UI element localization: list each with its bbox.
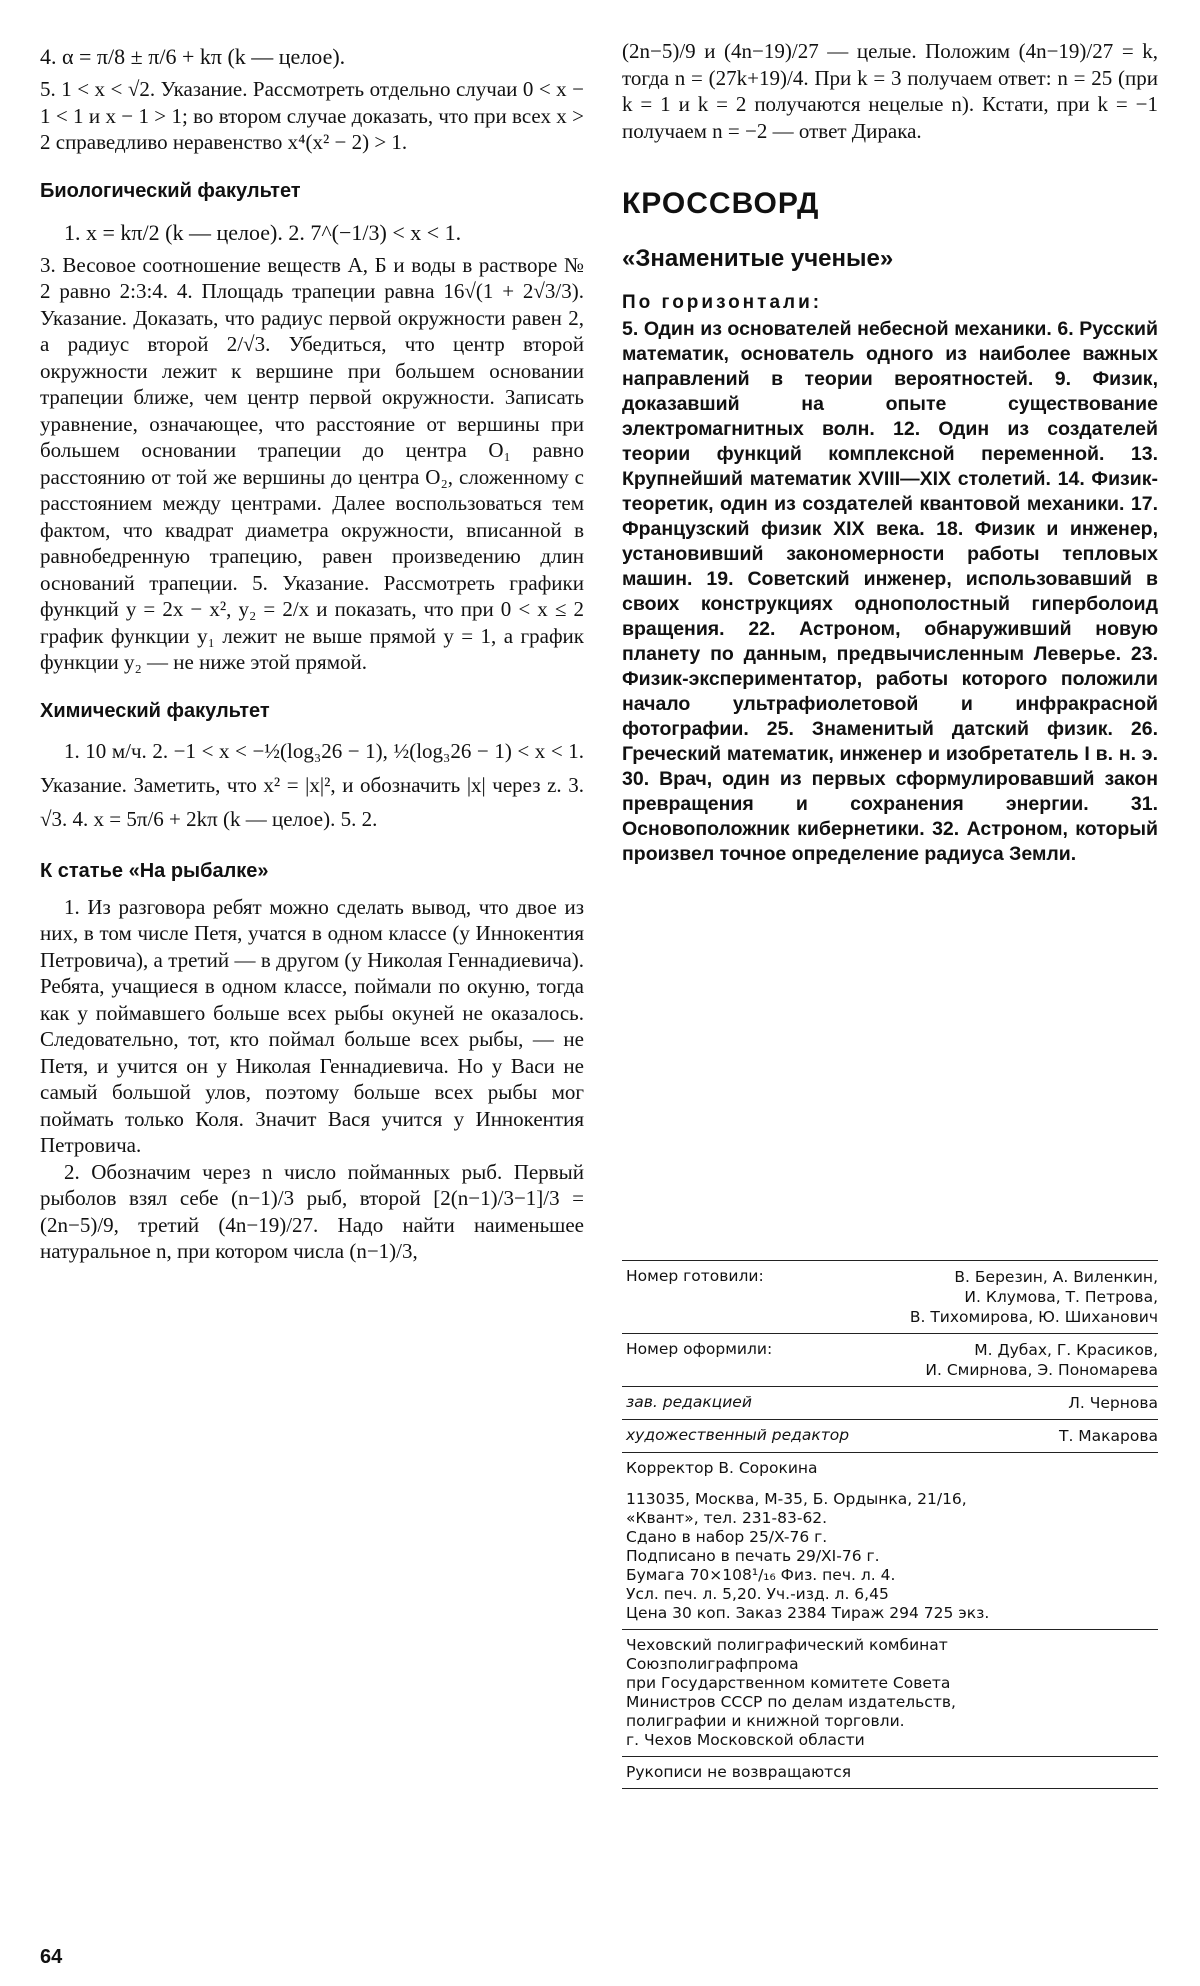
address-block — [622, 1484, 1158, 1629]
printer-line: при Государственном комитете Совета — [626, 1674, 951, 1692]
crossword-horizontal-label: По горизонтали: — [622, 292, 823, 313]
address-line: 113035, Москва, М-35, Б. Ордынка, 21/16, — [626, 1490, 967, 1508]
fishing-p1: 1. Из разговора ребят можно сделать вывод, что двое из них, в том числе Петя, учатся в одном классе (у Иннокентия Петровича), а третий — в другом (у Николая Геннадиевича). Ребята, учащиеся в одном классе, поймали по окуню, тогда как у поймавшего больше всех рыбы окуней не оказалось. Следовательно, тот, кто поймал больше всех рыбы, — не Петя, и учится он у Николая Геннадиевича. Но у Васи не самый большой улов, поэтому больше всех рыбы мог поймать только Коля. Значит Вася учится у Иннокентия Петровича. — [40, 894, 584, 1157]
prepared-name-line: В. Тихомирова, Ю. Шиханович — [909, 1308, 1158, 1326]
art-label: художественный редактор — [626, 1426, 850, 1444]
designed-label: Номер оформили: — [626, 1340, 773, 1358]
prepared-name-line: В. Березин, А. Виленкин, — [954, 1268, 1158, 1286]
crossword-subtitle: «Знаменитые ученые» — [622, 245, 894, 272]
bio-heading: Биологический факультет — [40, 179, 301, 202]
address-line: Бумага 70×108¹/₁₆ Физ. печ. л. 4. — [626, 1566, 896, 1584]
corrector: Корректор В. Сорокина — [626, 1459, 818, 1477]
chem-body: 1. 10 м/ч. 2. −1 < x < −½(log₃26 − 1), ½(log₃26 − 1) < x < 1. Указание. Заметить, что x² = |x|², и обозначить |x| через z. 3. √3. 4. x = 5π/6 + 2kπ (k — целое). 5. 2. — [40, 738, 584, 831]
chief-name: Л. Чернова — [1068, 1394, 1158, 1412]
printer-block — [622, 1630, 1158, 1756]
address-line: Сдано в набор 25/X-76 г. — [626, 1528, 828, 1546]
address-line: «Квант», тел. 231-83-62. — [626, 1509, 828, 1527]
designed-name-line: М. Дубах, Г. Красиков, — [974, 1341, 1158, 1359]
fishing-heading: К статье «На рыбалке» — [40, 859, 269, 882]
address-line: Цена 30 коп. Заказ 2384 Тираж 294 725 экз. — [626, 1604, 990, 1622]
manuscripts-note: Рукописи не возвращаются — [626, 1763, 852, 1781]
right-column — [622, 38, 1158, 867]
printer-line: Министров СССР по делам издательств, — [626, 1693, 956, 1711]
address-line: Подписано в печать 29/XI-76 г. — [626, 1547, 880, 1565]
printer-line: Союзполиграфпрома — [626, 1655, 799, 1673]
bio-body: 3. Весовое соотношение веществ А, Б и воды в растворе № 2 равно 2:3:4. 4. Площадь трапеции равна 16√(1 + 2√3/3). Указание. Доказать, что радиус первой окружности равен 2, а радиус второй 2/√3. Убедиться, что центр второй окружности лежит к вершине при большем основании трапеции ближе, чем центр первой окружности. Записать уравнение, означающее, что расстояние от вершины при большем основании трапеции до центра O₁ равно расстоянию от той же вершины до центра O₂, сложенному с расстоянием между центрами. Далее воспользоваться тем фактом, что квадрат диаметра окружности, вписанной в равнобедренную трапецию, равен произведению длин оснований трапеции. 5. Указание. Рассмотреть графики функций y = 2x − x², y₂ = 2/x и показать, что при 0 < x ≤ 2 график функции y₁ лежит не выше прямой y = 1, а график функции y₂ — не ниже этой прямой. — [40, 252, 584, 674]
chief-label: зав. редакцией — [626, 1393, 752, 1411]
address-line: Усл. печ. л. 5,20. Уч.-изд. л. 6,45 — [626, 1585, 889, 1603]
imprint-block — [622, 1260, 1158, 1789]
prepared-row — [622, 1261, 1158, 1333]
printer-line: Чеховский полиграфический комбинат — [626, 1636, 948, 1654]
prepared-name-line: И. Клумова, Т. Петрова, — [964, 1288, 1158, 1306]
answer-5: 5. 1 < x < √2. Указание. Рассмотреть отдельно случаи 0 < x − 1 < 1 и x − 1 > 1; во втором случае доказать, что при всех x > 2 справедливо неравенство x⁴(x² − 2) > 1. — [40, 77, 584, 154]
art-row — [622, 1420, 1158, 1452]
fishing-continuation: (2n−5)/9 и (4n−19)/27 — целые. Положим (4n−19)/27 = k, тогда n = (27k+19)/4. При k = 3 получаем ответ: n = 25 (при k = 1 и k = 2 получаются нецелые n). Кстати, при k = −1 получаем n = −2 — ответ Дирака. — [622, 39, 1158, 143]
page-number: 64 — [40, 1946, 63, 1968]
printer-line: полиграфии и книжной торговли. — [626, 1712, 905, 1730]
chem-heading: Химический факультет — [40, 699, 270, 722]
crossword-clues: 5. Один из основателей небесной механики. 6. Русский математик, основатель одного из наиболее важных направлений в теории вероятностей. 9. Физик, доказавший на опыте существование электромагнитных волн. 12. Один из создателей теории функций комплексной переменной. 13. Крупнейший математик XVIII—XIX столетий. 14. Физик-теоретик, один из создателей квантовой механики. 17. Французский физик XIX века. 18. Физик и инженер, установивший закономерности работы тепловых машин. 19. Советский инженер, использовавший в своих конструкциях однополостный гиперболоид вращения. 22. Астроном, обнаруживший новую планету по данным, предвычисленным Леверье. 23. Физик-экспериментатор, работы которого положили начало ультрафиолетовой и инфракрасной фотографии. 25. Знаменитый датский физик. 26. Греческий математик, инженер и изобретатель I в. н. э. 30. Врач, один из первых сформулировавший закон превращения и сохранения энергии. 31. Основоположник кибернетики. 32. Астроном, который произвел точное определение радиуса Земли. — [622, 317, 1158, 865]
prepared-label: Номер готовили: — [626, 1267, 764, 1285]
designed-name-line: И. Смирнова, Э. Пономарева — [925, 1361, 1158, 1379]
designed-row — [622, 1334, 1158, 1386]
fishing-p2: 2. Обозначим через n число пойманных рыб. Первый рыболов взял себе (n−1)/3 рыб, второй [2(n−1)/3−1]/3 = (2n−5)/9, третий (4n−19)/27. Надо найти наименьшее натуральное n, при котором числа (n−1)/3, — [40, 1159, 584, 1263]
bio-line-1: 1. x = kπ/2 (k — целое). 2. 7^(−1/3) < x < 1. — [64, 219, 462, 245]
left-column — [40, 38, 584, 1265]
art-name: Т. Макарова — [1058, 1427, 1158, 1445]
chief-row — [622, 1387, 1158, 1419]
printer-line: г. Чехов Московской области — [626, 1731, 865, 1749]
answer-4: 4. α = π/8 ± π/6 + kπ (k — целое). — [40, 44, 346, 69]
crossword-title: КРОССВОРД — [622, 187, 820, 220]
